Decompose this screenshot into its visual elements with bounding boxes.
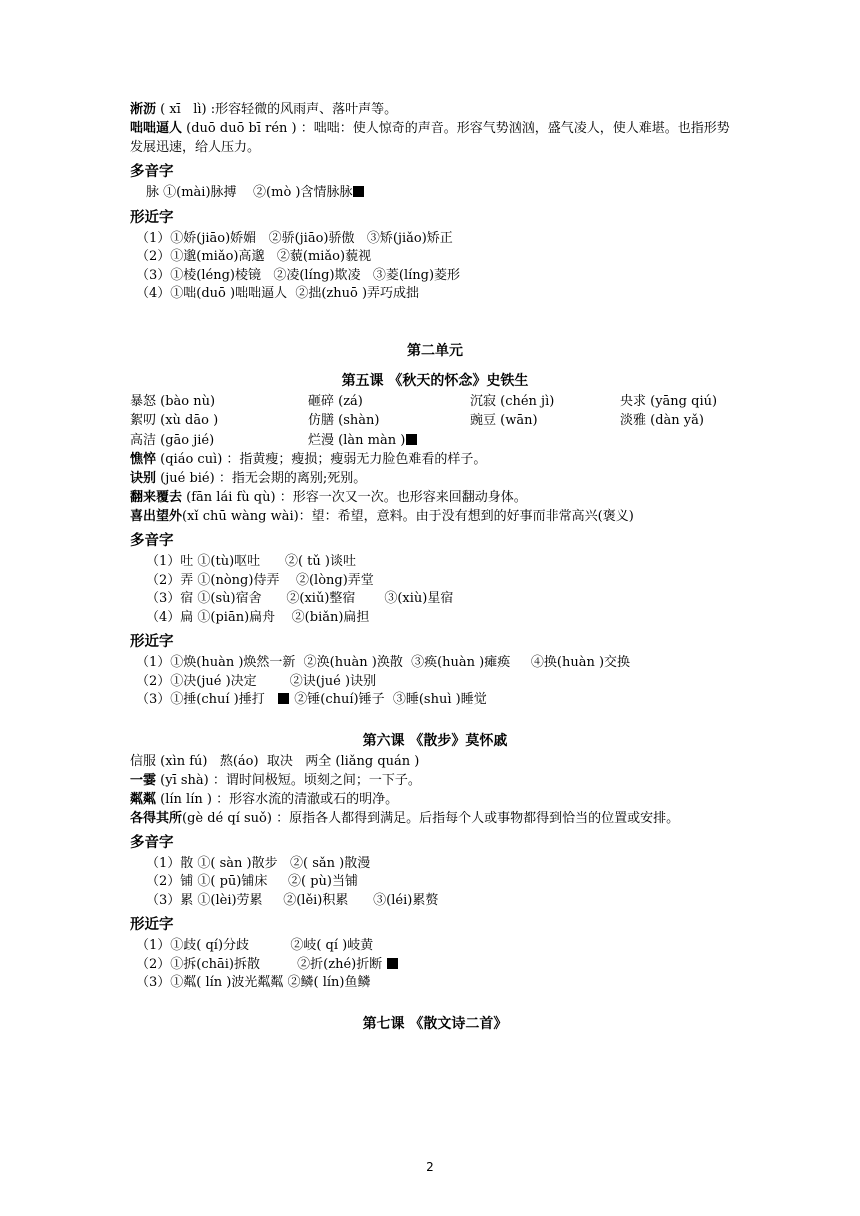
- vocab-definition: (xǐ chū wàng wài)：望：希望，意料。由于没有想到的好事而非常高兴(褒义): [182, 509, 634, 524]
- vocab-entry: [130, 469, 740, 488]
- polyphone-heading: 多音字: [130, 834, 174, 851]
- polyphone-item: 脉 ①(mài)脉搏 ②(mò )含情脉脉: [146, 184, 740, 203]
- word-item: 高洁 (gāo jié): [130, 432, 215, 448]
- vocab-entry: [130, 100, 740, 119]
- black-square-mark: [353, 186, 364, 197]
- similar-chars-list: [130, 937, 740, 993]
- vocab-definition: (gè dé qí suǒ) ：原指各人都得到满足。后指每个人或事物都得到恰当的位置或安排。: [182, 810, 680, 826]
- vocab-definition: ( xī lì) :形容轻微的风雨声、落叶声等。: [156, 102, 398, 117]
- similar-chars-item: （1）①焕(huàn )焕然一新 ②涣(huàn )涣散 ③痪(huàn )瘫痪 ④换(huàn )交换: [136, 655, 631, 670]
- vocab-definition: (yī shà) ：谓时间极短。顷刻之间；一下子。: [156, 772, 421, 788]
- vocab-definition: (jué bié) ：指无会期的离别;死别。: [156, 471, 367, 486]
- vocab-term: 咄咄逼人: [130, 121, 183, 136]
- vocab-term: 淅沥: [130, 102, 157, 117]
- word-line: 信服 (xìn fú) 熬(áo) 取决 两全 (liǎng quán ): [130, 753, 420, 769]
- lesson-title: 第七课 《散文诗二首》: [362, 1015, 508, 1032]
- polyphone-item: （1）吐 ①(tù)呕吐 ②( tǔ )谈吐: [146, 554, 356, 569]
- similar-chars-list: [130, 654, 740, 710]
- similar-chars-item: （3）①捶(chuí )捶打 ②锤(chuí)锤子 ③睡(shuì )睡觉: [136, 692, 487, 707]
- vocab-entry: [130, 119, 740, 157]
- vocab-term: 喜出望外: [130, 509, 183, 524]
- word-item: 仿膳 (shàn): [308, 413, 380, 428]
- vocab-definition: (duō duō bī rén ) ：咄咄：使人惊奇的声音。形容气势汹汹，盛气凌人，使人难堪。也指形势发展迅速，给人压力。: [130, 121, 730, 155]
- polyphone-item: （3）累 ①(lèi)劳累 ②(lěi)积累 ③(léi)累赘: [146, 892, 439, 908]
- polyphone-list: [130, 184, 740, 203]
- polyphone-item: （2）铺 ①( pū)铺床 ②( pù)当铺: [146, 874, 359, 889]
- word-grid: [130, 392, 740, 451]
- polyphone-item: （2）弄 ①(nòng)侍弄 ②(lòng)弄堂: [146, 572, 374, 588]
- polyphone-list: [130, 855, 740, 911]
- similar-chars-item: （2）①拆(chāi)拆散 ②折(zhé)折断: [136, 956, 740, 975]
- vocab-entry: [130, 790, 740, 809]
- page-content: [130, 100, 740, 1035]
- word-item: 砸碎 (zá): [308, 393, 363, 409]
- page-number: 2: [426, 1160, 434, 1174]
- polyphone-heading: 多音字: [130, 164, 174, 180]
- similar-chars-item: （2）①邈(miǎo)高邈 ②藐(miǎo)藐视: [136, 249, 372, 264]
- polyphone-item: （4）扁 ①(piān)扁舟 ②(biǎn)扁担: [146, 609, 370, 625]
- similar-chars-item: （3）①棱(léng)棱镜 ②凌(líng)欺凌 ③菱(líng)菱形: [136, 267, 461, 283]
- vocab-entry: [130, 507, 740, 526]
- word-item: 豌豆 (wān): [470, 413, 538, 428]
- similar-chars-item: （1）①歧( qí)分歧 ②岐( qí )岐黄: [136, 938, 374, 953]
- vocab-definition: (qiáo cuì) ：指黄瘦；瘦损；瘦弱无力脸色难看的样子。: [156, 452, 487, 467]
- lesson-title: 第五课 《秋天的怀念》史铁生: [341, 372, 529, 389]
- vocab-definition: (fān lái fù qù) ：形容一次又一次。也形容来回翻动身体。: [182, 490, 527, 505]
- similar-chars-heading: 形近字: [130, 634, 174, 650]
- vocab-term: 诀别: [130, 471, 157, 486]
- vocab-entry: [130, 488, 740, 507]
- black-square-mark: [387, 958, 398, 969]
- vocab-definition: (lín lín ) ：形容水流的清澈或石的明净。: [156, 791, 399, 807]
- similar-chars-heading: 形近字: [130, 209, 174, 226]
- black-square-mark: [406, 434, 417, 445]
- similar-chars-item: （3）①粼( lín )波光粼粼 ②鳞( lín)鱼鳞: [136, 975, 371, 990]
- vocab-entry: [130, 809, 740, 828]
- vocab-entry: [130, 771, 740, 790]
- black-square-mark: [278, 693, 289, 704]
- lesson-title: 第六课 《散步》莫怀戚: [362, 732, 508, 749]
- similar-chars-heading: 形近字: [130, 917, 174, 933]
- vocab-term: 一霎: [130, 772, 157, 788]
- word-item: 淡雅 (dàn yǎ): [620, 413, 704, 428]
- similar-chars-item: （4）①咄(duō )咄咄逼人 ②拙(zhuō )弄巧成拙: [136, 286, 420, 301]
- similar-chars-item: （2）①决(jué )决定 ②诀(jué )诀别: [136, 673, 377, 689]
- vocab-term: 粼粼: [130, 791, 157, 807]
- similar-chars-item: （1）①娇(jiāo)娇媚 ②骄(jiāo)骄傲 ③矫(jiǎo)矫正: [136, 230, 453, 246]
- vocab-term: 憔悴: [130, 452, 157, 467]
- polyphone-item: （3）宿 ①(sù)宿舍 ②(xiǔ)整宿 ③(xiù)星宿: [146, 591, 454, 606]
- polyphone-list: [130, 553, 740, 627]
- word-item: 沉寂 (chén jì): [470, 393, 555, 409]
- word-item: 絮叨 (xù dāo ): [130, 413, 219, 428]
- word-item: 央求 (yāng qiú): [620, 393, 718, 409]
- similar-chars-list: [130, 230, 740, 304]
- vocab-term: 翻来覆去: [130, 490, 183, 505]
- word-item: 暴怒 (bào nù): [130, 393, 216, 409]
- vocab-entry: [130, 450, 740, 469]
- vocab-term: 各得其所: [130, 810, 183, 826]
- word-item: 烂漫 (làn màn ): [308, 431, 470, 451]
- polyphone-heading: 多音字: [130, 533, 174, 549]
- polyphone-item: （1）散 ①( sàn )散步 ②( sǎn )散漫: [146, 855, 371, 871]
- unit-title: 第二单元: [407, 342, 463, 359]
